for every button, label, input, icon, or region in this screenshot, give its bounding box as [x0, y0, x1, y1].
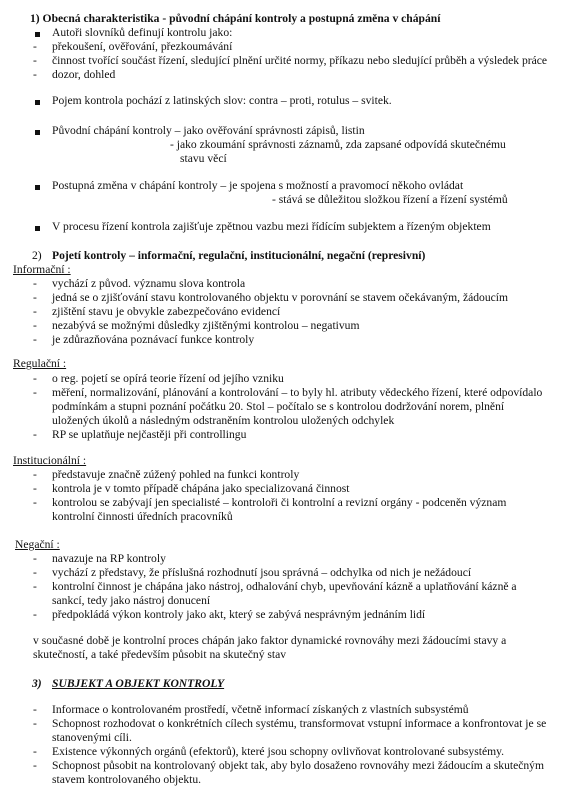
- negacni-item: vychází z představy, že příslušná rozhodnutí jsou správná – odchylka od nich je nežádoucí: [52, 566, 472, 579]
- institucionalni-item: kontrolou se zabývají jen specialisté – kontroloři či kontrolní a revizní orgány - podceněn význam: [52, 496, 507, 509]
- dash-marker: -: [33, 386, 37, 399]
- s1-bullet-original: Původní chápání kontroly – jako ověřování správnosti zápisů, listin: [52, 124, 365, 137]
- s1-bullet-change: Postupná změna v chápání kontroly – je spojena s možností a pravomocí někoho ovládat: [52, 179, 464, 192]
- institucionalni-label: Institucionální :: [13, 454, 87, 467]
- s1-bullet-origin: Pojem kontrola pochází z latinských slov: contra – proti, rotulus – svitek.: [52, 94, 392, 107]
- subjekt-item: Informace o kontrolovaném prostředí, včetně informací získaných z vlastních subsystémů: [52, 703, 469, 716]
- dash-marker: -: [33, 580, 37, 593]
- regulacni-item: RP se uplatňuje nejčastěji při controllingu: [52, 428, 247, 441]
- informacni-item: jedná se o zjišťování stavu kontrolovaného objektu v porovnání se stavem očekávaným, žádoucím: [52, 291, 509, 304]
- informacni-item: zjištění stavu je obvykle zabezpečováno evidencí: [52, 305, 281, 318]
- dash-marker: -: [33, 566, 37, 579]
- dash-marker: -: [33, 703, 37, 716]
- regulacni-item: měření, normalizování, plánování a kontrolování – to byly hl. atributy vědeckého řízení, které odpovídalo: [52, 386, 543, 399]
- s1-bullet-change-sub: - stává se důležitou složkou řízení a řízení systémů: [272, 193, 508, 206]
- dash-marker: -: [33, 552, 37, 565]
- dash-marker: -: [33, 333, 37, 346]
- subjekt-item: Existence výkonných orgánů (efektorů), které jsou schopny ovlivňovat kontrolované subsystémy.: [52, 745, 505, 758]
- dash-marker: -: [33, 717, 37, 730]
- s1-bullet-original-sub: - jako zkoumání správnosti záznamů, zda zapsané odpovídá skutečnému: [170, 138, 506, 151]
- section-1-heading: 1) Obecná charakteristika - původní chápání kontroly a postupná změna v chápání: [30, 12, 441, 25]
- negacni-item: předpokládá výkon kontroly jako akt, který se zabývá nesprávným jednáním lidí: [52, 608, 426, 621]
- dash-marker: -: [33, 745, 37, 758]
- paragraph-line: skutečností, a také především působit na skutečný stav: [33, 648, 287, 661]
- regulacni-label: Regulační :: [13, 357, 67, 370]
- regulacni-item: o reg. pojetí se opírá teorie řízení od jejího vzniku: [52, 372, 284, 385]
- dash-marker: -: [33, 372, 37, 385]
- informacni-item: vychází z původ. významu slova kontrola: [52, 277, 246, 290]
- dash-marker: -: [33, 291, 37, 304]
- dash-marker: -: [33, 608, 37, 621]
- bullet-square-icon: [35, 226, 40, 231]
- negacni-item: navazuje na RP kontroly: [52, 552, 166, 565]
- dash-marker: -: [33, 54, 37, 67]
- paragraph-line: v současné době je kontrolní proces chápán jako faktor dynamické rovnováhy mezi žádoucími stavy a: [33, 634, 507, 647]
- s1-dash-item: překoušení, ověřování, přezkoumávání: [52, 40, 233, 53]
- institucionalni-item: představuje značně zúžený pohled na funkci kontroly: [52, 468, 300, 481]
- section-3-heading: SUBJEKT A OBJEKT KONTROLY: [52, 677, 225, 690]
- institucionalni-item: kontrola je v tomto případě chápána jako specializovaná činnost: [52, 482, 350, 495]
- subjekt-item: Schopnost působit na kontrolovaný objekt tak, aby bylo dosaženo rovnováhy mezi žádoucím a skutečným: [52, 759, 544, 772]
- dash-marker: -: [33, 468, 37, 481]
- bullet-square-icon: [35, 32, 40, 37]
- dash-marker: -: [33, 305, 37, 318]
- informacni-item: je zdůrazňována poznávací funkce kontroly: [52, 333, 255, 346]
- dash-marker: -: [33, 40, 37, 53]
- section-2-heading: Pojetí kontroly – informační, regulační, institucionální, negační (represivní): [52, 249, 426, 262]
- subjekt-item-cont: stanovenými cíli.: [52, 731, 132, 744]
- dash-marker: -: [33, 482, 37, 495]
- institucionalni-item-cont: kontrolní činnosti úředních pracovníků: [52, 510, 233, 523]
- bullet-square-icon: [35, 100, 40, 105]
- section-3-number: 3): [32, 677, 42, 690]
- section-2-number: 2): [32, 249, 42, 262]
- bullet-square-icon: [35, 130, 40, 135]
- bullet-square-icon: [35, 185, 40, 190]
- negacni-item: kontrolní činnost je chápána jako nástroj, odhalování chyb, upevňování kázně a uplatňování kázně a: [52, 580, 517, 593]
- informacni-item: nezabývá se možnými důsledky zjištěnými kontrolou – negativum: [52, 319, 360, 332]
- dash-marker: -: [33, 277, 37, 290]
- negacni-item-cont: sankcí, tedy jako nástroj donucení: [52, 594, 211, 607]
- s1-dash-item: dozor, dohled: [52, 68, 116, 81]
- subjekt-item-cont: stavem kontrolovaného objektu.: [52, 773, 202, 786]
- negacni-label: Negační :: [15, 538, 60, 551]
- s1-bullet-feedback: V procesu řízení kontrola zajišťuje zpětnou vazbu mezi řídícím subjektem a řízeným objektem: [52, 220, 491, 233]
- s1-dash-item: činnost tvořící součást řízení, sledující plnění určité normy, příkazu nebo sledující průběh a výsledek práce: [52, 54, 548, 67]
- s1-bullet-original-sub: stavu věcí: [180, 152, 227, 165]
- dash-marker: -: [33, 759, 37, 772]
- regulacni-item-cont: podmínkám a stupni poznání počátku 20. Stol – počítalo se s kontrolou dodržování norem, plnění: [52, 400, 505, 413]
- dash-marker: -: [33, 68, 37, 81]
- s1-bullet-definitions: Autoři slovníků definují kontrolu jako:: [52, 26, 233, 39]
- subjekt-item: Schopnost rozhodovat o konkrétních cílech systému, transformovat vstupní informace a konfrontovat je se: [52, 717, 547, 730]
- informacni-label: Informační :: [13, 263, 71, 276]
- dash-marker: -: [33, 319, 37, 332]
- dash-marker: -: [33, 428, 37, 441]
- regulacni-item-cont: uložených úkolů a následným odstraněním kontrolou uložených odchylek: [52, 414, 395, 427]
- dash-marker: -: [33, 496, 37, 509]
